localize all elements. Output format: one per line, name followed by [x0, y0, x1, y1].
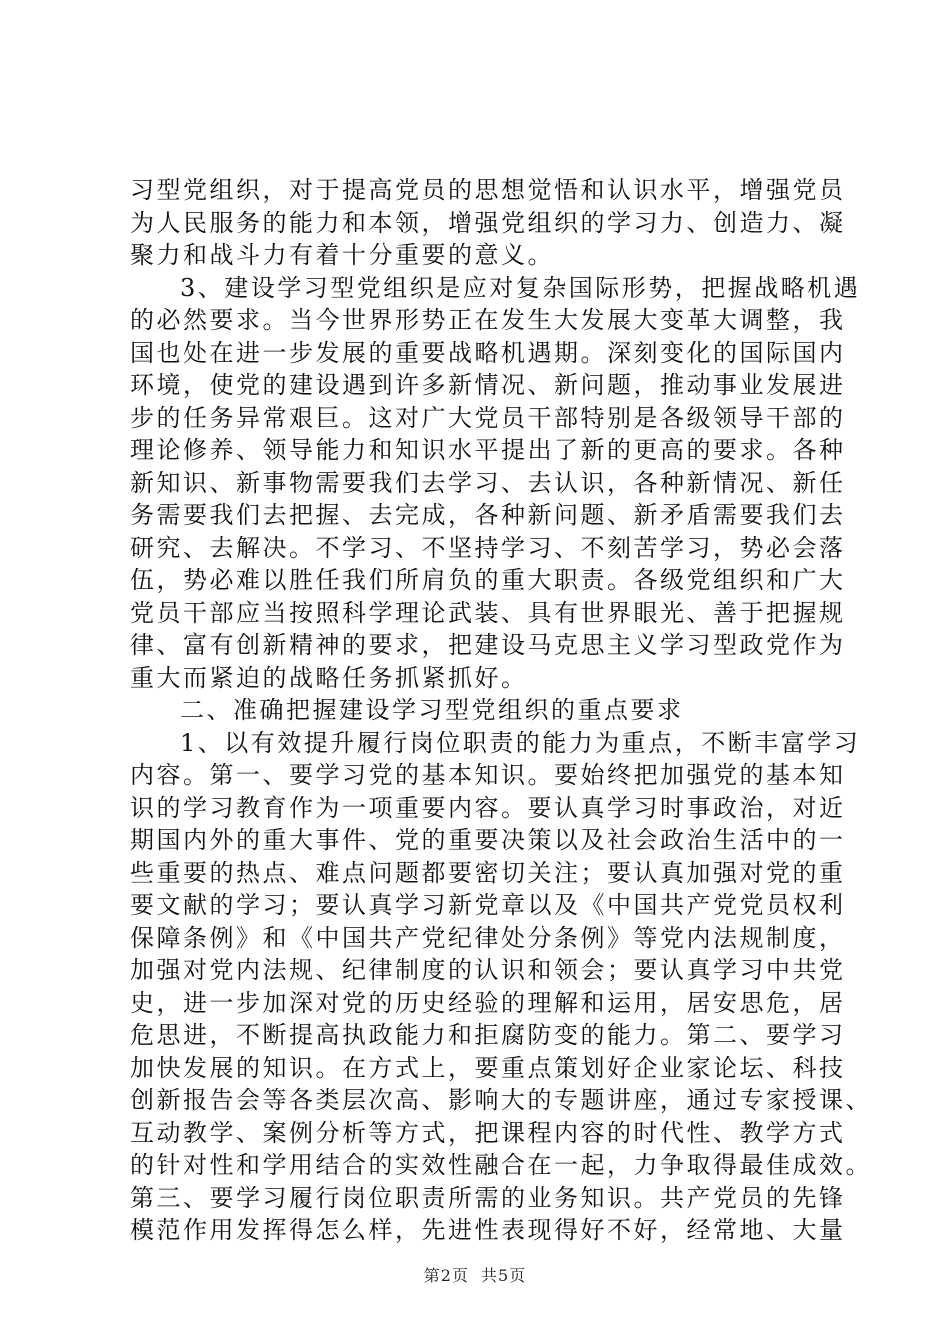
text-line: 第三、要学习履行岗位职责所需的业务知识。共产党员的先锋 [130, 1183, 846, 1212]
text-line: 律、富有创新精神的要求，把建设马克思主义学习型政党作为 [130, 631, 846, 659]
text-line: 研究、去解决。不学习、不坚持学习、不刻苦学习，势必会落 [130, 533, 846, 562]
text-line: 国也处在进一步发展的重要战略机遇期。深刻变化的国际国内 [130, 338, 846, 367]
text-line: 新知识、新事物需要我们去学习、去认识，各种新情况、新任 [130, 468, 846, 497]
text-line: 保障条例》和《中国共产党纪律处分条例》等党内法规制度， [130, 923, 846, 952]
text-line: 内容。第一、要学习党的基本知识。要始终把加强党的基本知 [130, 761, 846, 789]
text-line: 要文献的学习；要认真学习新党章以及《中国共产党党员权利 [130, 891, 846, 919]
text-line: 为人民服务的能力和本领，增强党组织的学习力、创造力、凝 [130, 208, 846, 237]
paragraph-start-line: 3、建设学习型党组织是应对复杂国际形势，把握战略机遇 [180, 273, 861, 302]
text-line: 加快发展的知识。在方式上，要重点策划好企业家论坛、科技 [130, 1053, 846, 1082]
text-line: 理论修养、领导能力和知识水平提出了新的更高的要求。各种 [130, 436, 846, 464]
text-line: 模范作用发挥得怎么样，先进性表现得好不好，经常地、大量 [130, 1216, 846, 1244]
text-line: 聚力和战斗力有着十分重要的意义。 [130, 241, 554, 269]
section-heading: 二、准确把握建设学习型党组织的重点要求 [180, 696, 684, 724]
page-total: 共5页 [481, 1266, 527, 1285]
document-body [130, 174, 872, 1247]
text-line: 步的任务异常艰巨。这对广大党员干部特别是各级领导干部的 [130, 403, 846, 432]
paragraph-start-line: 1、以有效提升履行岗位职责的能力为重点，不断丰富学习 [180, 728, 861, 757]
text-line: 史，进一步加深对党的历史经验的理解和运用，居安思危，居 [130, 988, 846, 1017]
text-line: 互动教学、案例分析等方式，把课程内容的时代性、教学方式 [130, 1118, 846, 1147]
text-line: 习型党组织，对于提高党员的思想觉悟和认识水平，增强党员 [130, 176, 846, 204]
text-line: 期国内外的重大事件、党的重要决策以及社会政治生活中的一 [130, 826, 846, 854]
text-line: 些重要的热点、难点问题都要密切关注；要认真加强对党的重 [130, 858, 846, 887]
text-line: 党员干部应当按照科学理论武装、具有世界眼光、善于把握规 [130, 598, 846, 627]
text-line: 重大而紧迫的战略任务抓紧抓好。 [130, 663, 528, 692]
page-number: 第2页 [423, 1266, 469, 1285]
text-line: 务需要我们去把握、去完成，各种新问题、新矛盾需要我们去 [130, 501, 846, 529]
text-line: 加强对党内法规、纪律制度的认识和领会；要认真学习中共党 [130, 956, 846, 984]
text-line: 环境，使党的建设遇到许多新情况、新问题，推动事业发展进 [130, 371, 846, 399]
text-line: 识的学习教育作为一项重要内容。要认真学习时事政治，对近 [130, 793, 846, 822]
text-line: 的针对性和学用结合的实效性融合在一起，力争取得最佳成效。 [130, 1151, 872, 1179]
text-line: 伍，势必难以胜任我们所肩负的重大职责。各级党组织和广大 [130, 566, 846, 594]
page-footer [0, 1263, 950, 1286]
text-line: 的必然要求。当今世界形势正在发生大发展大变革大调整，我 [130, 306, 846, 334]
text-line: 创新报告会等各类层次高、影响大的专题讲座，通过专家授课、 [130, 1086, 872, 1114]
text-line: 危思进，不断提高执政能力和拒腐防变的能力。第二、要学习 [130, 1021, 846, 1049]
